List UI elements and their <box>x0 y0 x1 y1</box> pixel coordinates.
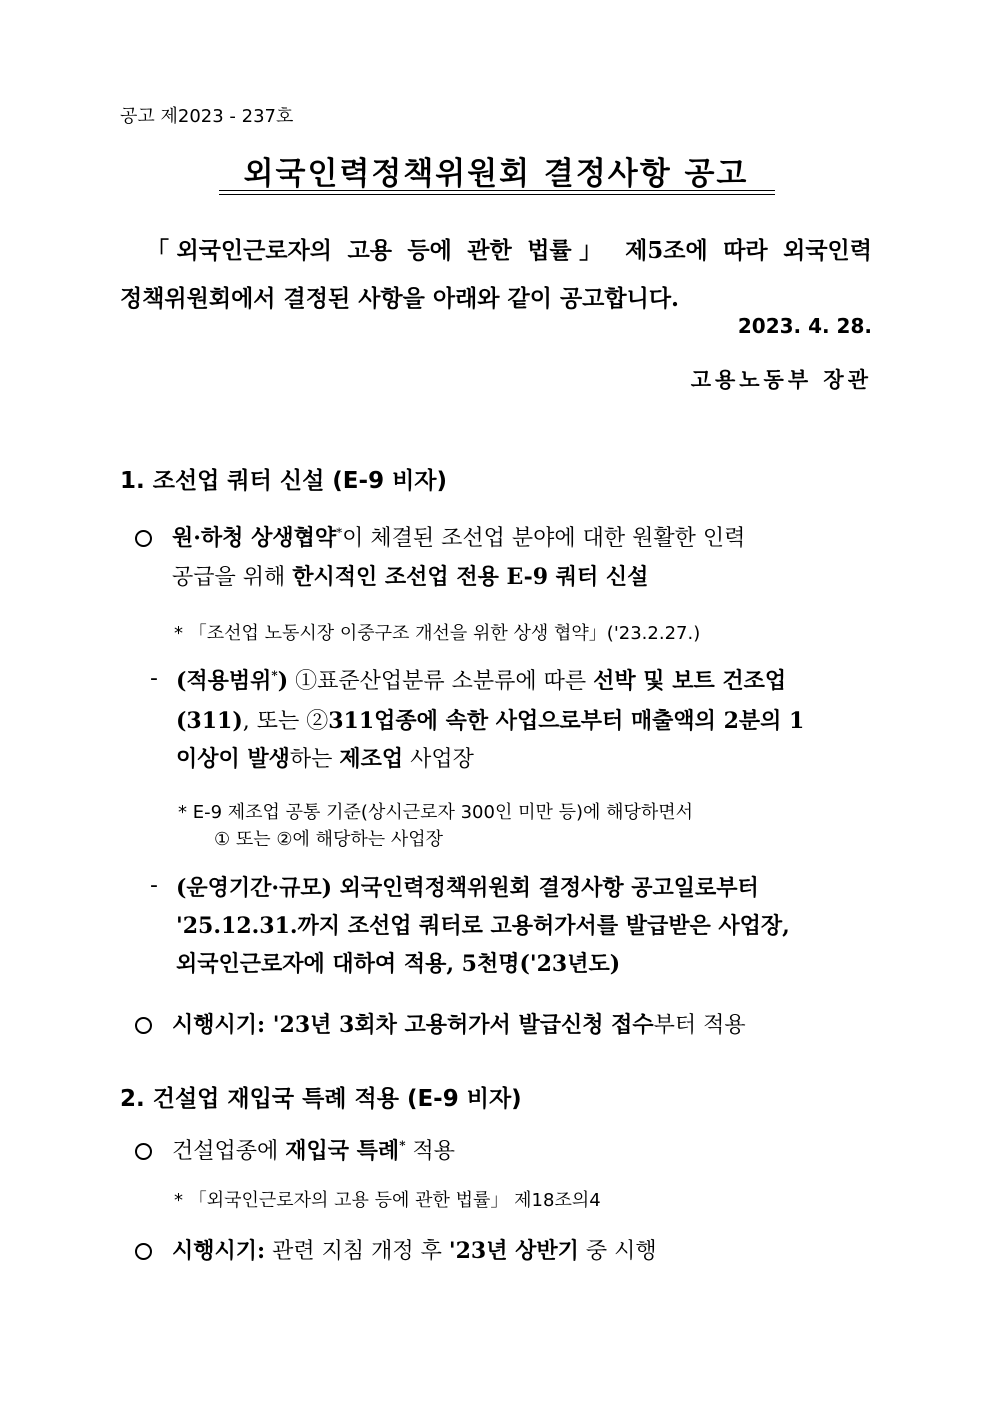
text-span: 사업장 <box>403 747 474 772</box>
scope-label-close: ) <box>277 668 289 694</box>
section-2-heading: 2. 건설업 재입국 특례 적용 (E-9 비자) <box>120 1086 522 1112</box>
bullet-circle-icon <box>135 530 152 547</box>
footnote-marker: * <box>271 668 278 683</box>
operation-line-3: 외국인근로자에 대하여 적용, 5천명('23년도) <box>176 951 621 977</box>
footnote-3: * 「외국인근로자의 고용 등에 관한 법률」 제18조의4 <box>174 1190 601 1211</box>
page-title: 외국인력정책위원회 결정사항 공고 <box>243 156 749 192</box>
shipbuilding-industry-text: 선박 및 보트 건조업 <box>593 668 787 694</box>
effective-label: 시행시기: <box>172 1012 266 1038</box>
shipbuilding-agreement-text: 원·하청 상생협약 <box>172 525 337 551</box>
industry-code-text: (311) <box>176 708 243 734</box>
section-1-heading: 1. 조선업 쿼터 신설 (E-9 비자) <box>120 468 448 494</box>
effective-period-text: '23년 상반기 <box>448 1238 579 1264</box>
operation-line-2: '25.12.31.까지 조선업 쿼터로 고용허가서를 발급받은 사업장, <box>176 913 790 939</box>
bullet-circle-icon <box>135 1143 152 1160</box>
operation-text: 외국인력정책위원회 결정사항 공고일로부터 <box>332 875 759 901</box>
notice-date: 2023. 4. 28. <box>737 314 872 338</box>
footnote-1: * 「조선업 노동시장 이중구조 개선을 위한 상생 협약」('23.2.27.) <box>174 623 701 644</box>
effective-label: 시행시기: <box>172 1238 266 1264</box>
section-2-bullet-1 <box>172 1134 455 1165</box>
operation-label: (운영기간·규모) <box>176 875 332 901</box>
text-span: 하는 <box>289 747 340 772</box>
reentry-special-text: 재입국 특례 <box>285 1138 400 1164</box>
text-span: 건설업종에 <box>172 1139 286 1164</box>
text-span: 관련 지침 개정 후 <box>265 1239 449 1264</box>
section-1-bullet-1-line-2 <box>172 560 648 591</box>
text-span: 적용 <box>405 1139 455 1164</box>
dash-marker: - <box>150 873 158 898</box>
section-2-effective-date <box>172 1234 657 1265</box>
bullet-circle-icon <box>135 1017 152 1034</box>
footnote-marker: * <box>336 525 343 540</box>
bullet-circle-icon <box>135 1243 152 1260</box>
occurrence-text: 이상이 발생 <box>176 746 290 772</box>
text-span: ①표준산업분류 소분류에 따른 <box>288 669 594 694</box>
manufacturing-text: 제조업 <box>339 746 404 772</box>
text-span: 부터 적용 <box>653 1013 746 1038</box>
dash-marker: - <box>150 666 158 691</box>
revenue-criteria-text: 311업종에 속한 사업으로부터 매출액의 2분의 1 <box>328 708 805 734</box>
quota-creation-text: 한시적인 조선업 전용 E-9 쿼터 신설 <box>292 564 649 590</box>
footnote-2-line-1: * E-9 제조업 공통 기준(상시근로자 300인 미만 등)에 해당하면서 <box>178 802 694 823</box>
text-span: 공급을 위해 <box>172 565 293 590</box>
intro-line-2: 정책위원회에서 결정된 사항을 아래와 같이 공고합니다. <box>120 285 680 312</box>
issuer: 고용노동부 장관 <box>690 367 872 392</box>
notice-number: 공고 제2023 - 237호 <box>120 106 294 127</box>
scope-line-2 <box>176 704 804 735</box>
section-1-bullet-1-line-1 <box>172 521 872 552</box>
text-span: 중 시행 <box>578 1239 657 1264</box>
title-underline-bottom <box>219 194 775 195</box>
title-underline-top <box>219 190 775 191</box>
scope-line-3 <box>176 742 474 773</box>
operation-line-1 <box>176 871 759 902</box>
text-span: 이 체결된 조선업 분야에 대한 원활한 인력 <box>342 526 746 551</box>
scope-label: (적용범위 <box>176 668 272 694</box>
section-1-effective-date <box>172 1008 746 1039</box>
intro-line-1: 「외국인근로자의 고용 등에 관한 법률」 제5조에 따라 외국인력 <box>146 237 872 264</box>
effective-bold-text: '23년 3회차 고용허가서 발급신청 접수 <box>265 1012 654 1038</box>
footnote-2-line-2: ① 또는 ②에 해당하는 사업장 <box>214 829 444 850</box>
text-span: , 또는 ② <box>242 709 329 734</box>
footnote-marker: * <box>399 1138 406 1153</box>
scope-line-1 <box>176 664 786 695</box>
